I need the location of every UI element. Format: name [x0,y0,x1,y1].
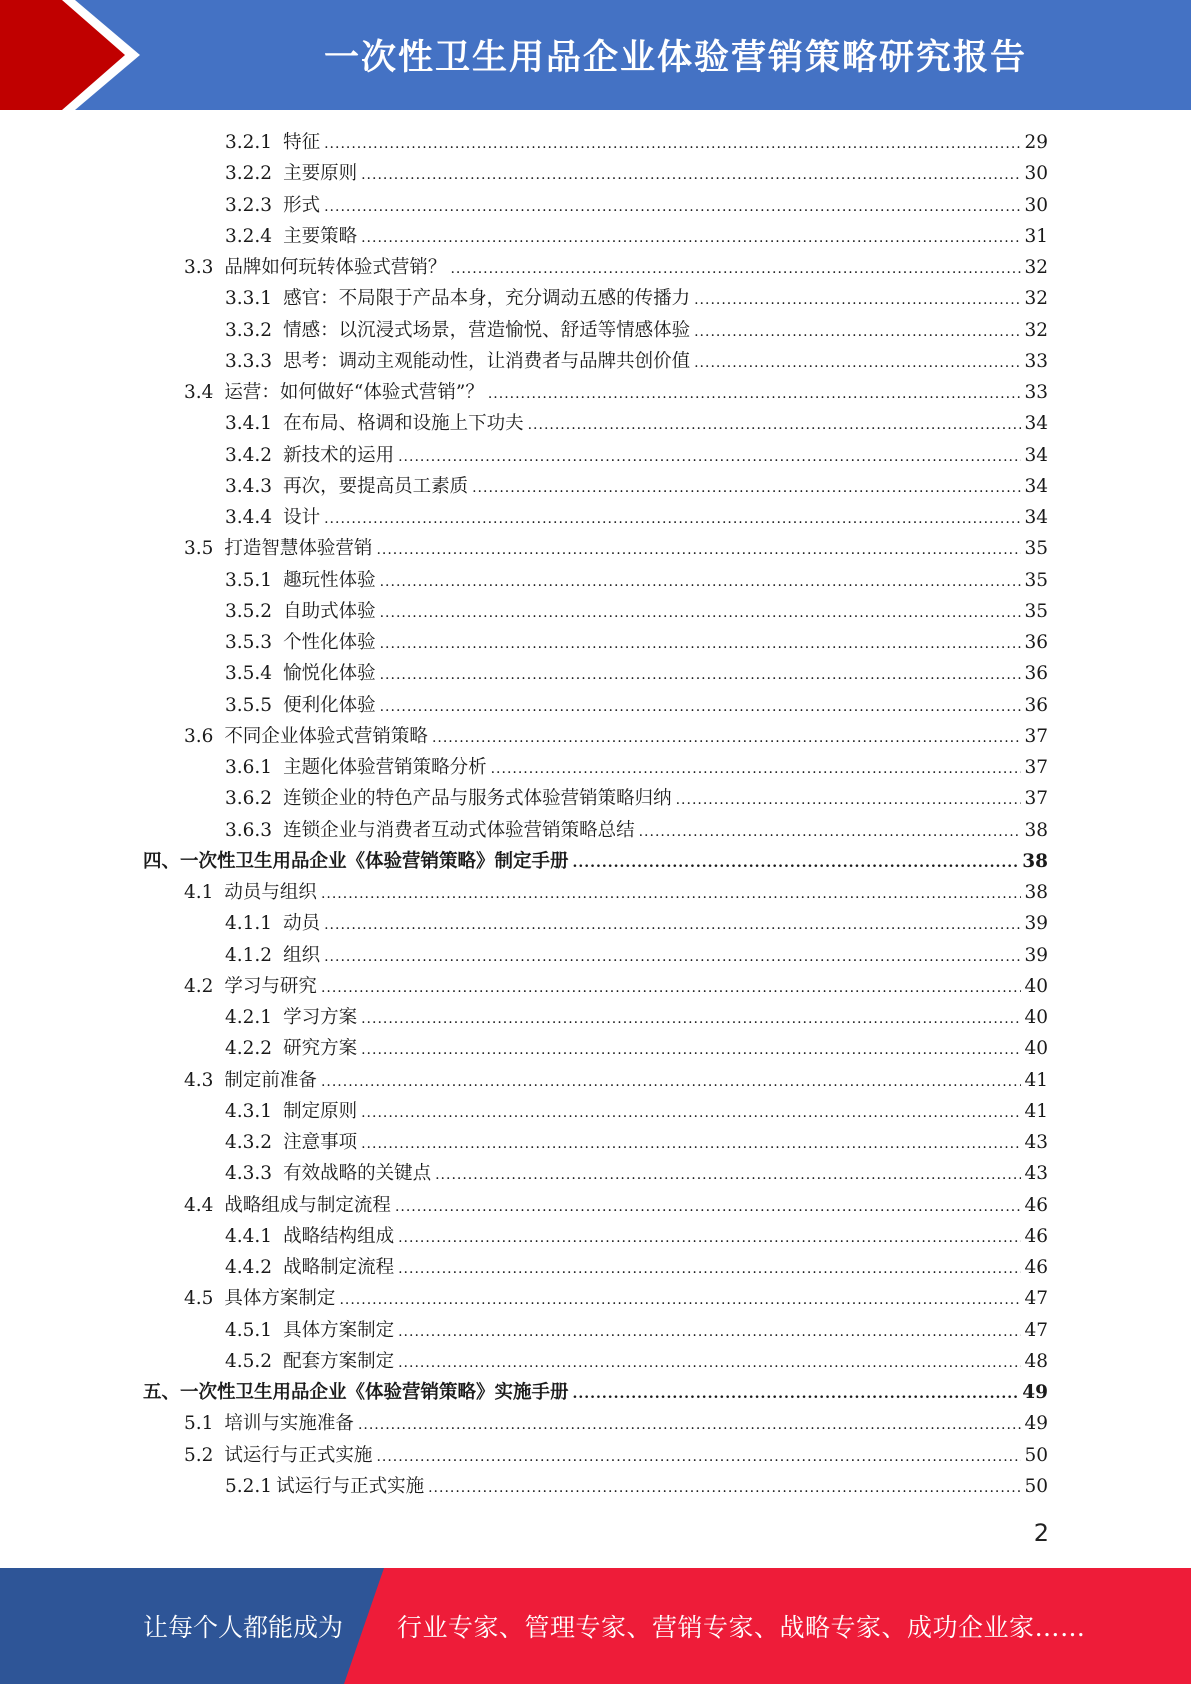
toc-entry-label: 组织 [283,944,321,966]
toc-entry-page: 38 [1024,882,1048,903]
toc-entry-page: 34 [1024,475,1048,497]
toc-entry-number: 3.3.3 [225,350,273,372]
toc-entry-number: 3.5.2 [225,600,273,622]
toc-entry-page: 46 [1024,1225,1048,1247]
toc-entry[interactable] [225,565,1048,596]
toc-entry[interactable] [184,1065,1048,1096]
toc-entry-page: 32 [1024,257,1048,278]
toc-dot-leader [380,629,1022,660]
toc-entry-number: 五、 [143,1382,181,1403]
toc-entry[interactable] [225,908,1048,939]
toc-entry-label: 趣玩性体验 [283,569,376,591]
toc-entry-label: 一次性卫生用品企业《体验营销策略》制定手册 [180,850,569,872]
toc-dot-leader [361,1004,1021,1035]
toc-entry-label: 培训与实施准备 [224,1413,354,1435]
toc-dot-leader [491,754,1022,785]
toc-entry[interactable] [225,815,1048,846]
toc-entry-label: 具体方案制定 [283,1319,395,1341]
toc-entry-number: 4.3.1 [225,1100,273,1122]
toc-entry-number: 3.6.2 [225,788,273,810]
toc-entry-number: 5.2.1 [225,1475,273,1497]
toc-entry-number: 3.6 [184,725,214,747]
toc-entry-number: 3.4.4 [225,507,273,528]
toc-entry-page: 29 [1024,132,1048,153]
toc-entry[interactable] [225,346,1048,377]
toc-entry[interactable] [225,783,1048,814]
toc-entry-page: 43 [1024,1132,1048,1153]
toc-entry-page: 34 [1024,444,1048,466]
toc-entry-number: 3.4.3 [225,475,273,497]
toc-entry-number: 3.4.1 [225,413,273,435]
toc-entry-page: 36 [1024,694,1048,716]
toc-entry-label: 主要策略 [283,225,358,247]
toc-entry-number: 3.5.5 [225,694,273,716]
toc-entry-number: 4.1.2 [225,944,273,966]
toc-dot-leader [376,535,1021,566]
toc-entry[interactable] [184,721,1048,752]
toc-dot-leader [321,879,1022,910]
toc-entry-number: 3.5.3 [225,632,273,653]
toc-entry[interactable] [225,1221,1048,1252]
toc-entry-number: 3.2.1 [225,132,273,153]
toc-dot-leader [472,473,1021,504]
toc-entry[interactable] [225,1158,1048,1189]
toc-entry-page: 30 [1024,163,1048,185]
toc-entry[interactable] [225,283,1048,314]
toc-entry-label: 便利化体验 [283,694,376,716]
toc-entry-label: 在布局、格调和设施上下功夫 [283,413,524,435]
toc-entry[interactable] [225,752,1048,783]
toc-entry-label: 主题化体验营销策略分析 [283,757,487,778]
toc-entry-page: 50 [1024,1444,1048,1466]
toc-entry-page: 31 [1024,225,1048,247]
toc-dot-leader [339,1285,1021,1316]
toc-entry-label: 运营：如何做好“体验式营销”？ [224,382,484,403]
toc-entry-number: 4.5.2 [225,1350,273,1372]
toc-entry[interactable] [184,971,1048,1002]
toc-entry-number: 4.3 [184,1069,214,1091]
toc-entry-label: 不同企业体验式营销策略 [224,725,428,747]
toc-entry[interactable] [184,877,1048,908]
toc-entry-page: 37 [1024,725,1048,747]
toc-entry-page: 48 [1024,1350,1048,1372]
toc-dot-leader [324,129,1021,160]
toc-dot-leader [380,598,1022,629]
toc-entry-number: 3.2.2 [225,163,273,185]
toc-entry[interactable] [225,440,1048,471]
toc-entry-page: 39 [1024,913,1048,935]
toc-entry-label: 战略组成与制定流程 [224,1194,391,1216]
toc-dot-leader [398,442,1021,473]
report-title: 一次性卫生用品企业体验营销策略研究报告 [323,38,1027,78]
toc-entry-number: 4.2.2 [225,1038,273,1060]
toc-dot-leader [573,1379,1020,1410]
toc-entry-label: 品牌如何玩转体验式营销？ [224,257,447,278]
toc-dot-leader [395,1192,1022,1223]
toc-entry-number: 3.6.3 [225,819,273,841]
toc-entry-number: 3.6.1 [225,757,273,778]
toc-entry-label: 动员 [283,913,321,935]
toc-entry-label: 主要原则 [283,163,358,185]
toc-dot-leader [324,192,1021,223]
toc-entry[interactable] [184,252,1048,283]
toc-entry[interactable] [225,690,1048,721]
toc-entry[interactable] [143,1377,1048,1408]
toc-entry-label: 个性化体验 [283,632,376,653]
toc-entry-page: 33 [1024,350,1048,372]
toc-entry-number: 3.4.2 [225,444,273,466]
toc-entry[interactable] [225,1346,1048,1377]
toc-entry-label: 制定前准备 [224,1069,317,1091]
toc-entry[interactable] [225,1315,1048,1346]
toc-entry-number: 4.4.2 [225,1257,273,1278]
toc-entry-number: 4.3.2 [225,1132,273,1153]
toc-entry-label: 连锁企业的特色产品与服务式体验营销策略归纳 [283,788,672,810]
toc-entry-page: 49 [1024,1413,1048,1435]
toc-entry-label: 感官：不局限于产品本身，充分调动五感的传播力 [283,288,691,310]
page-header [0,0,1191,110]
toc-entry-label: 思考：调动主观能动性，让消费者与品牌共创价值 [283,350,691,372]
toc-entry-number: 4.1 [184,882,214,903]
toc-entry-page: 41 [1024,1069,1048,1091]
toc-dot-leader [361,1129,1021,1160]
toc-dot-leader [358,1410,1022,1441]
toc-dot-leader [324,910,1021,941]
toc-dot-leader [361,160,1021,191]
toc-entry-page: 34 [1024,507,1048,528]
toc-entry-page: 50 [1024,1475,1048,1497]
toc-dot-leader [361,1035,1021,1066]
toc-entry-page: 36 [1024,632,1048,653]
toc-dot-leader [694,317,1021,348]
toc-entry-label: 战略结构组成 [283,1225,395,1247]
toc-entry[interactable] [225,1096,1048,1127]
toc-entry-label: 设计 [283,507,321,528]
toc-entry-label: 制定原则 [283,1100,358,1122]
toc-entry-page: 40 [1024,1038,1048,1060]
toc-dot-leader [324,504,1021,535]
toc-entry-number: 四、 [143,850,181,872]
toc-dot-leader [432,723,1022,754]
toc-entry[interactable] [225,221,1048,252]
page-footer [0,1568,1191,1684]
toc-entry-number: 4.4 [184,1194,214,1216]
toc-entry-label: 配套方案制定 [283,1350,395,1372]
toc-entry-number: 3.2.3 [225,194,273,216]
toc-entry-page: 43 [1024,1163,1048,1185]
toc-entry-label: 愉悦化体验 [283,663,376,685]
toc-dot-leader [361,223,1021,254]
toc-dot-leader [398,1317,1021,1348]
toc-dot-leader [428,1473,1021,1504]
toc-dot-leader [380,692,1022,723]
toc-entry-number: 4.3.3 [225,1163,273,1185]
toc-dot-leader [321,1067,1022,1098]
toc-entry-label: 情感：以沉浸式场景，营造愉悦、舒适等情感体验 [283,319,691,341]
toc-entry[interactable] [225,408,1048,439]
toc-entry-label: 战略制定流程 [283,1257,395,1278]
toc-entry-label: 新技术的运用 [283,444,395,466]
toc-entry[interactable] [184,1408,1048,1439]
toc-entry-label: 研究方案 [283,1038,358,1060]
toc-entry[interactable] [184,1190,1048,1221]
toc-entry-page: 38 [1022,850,1048,872]
toc-entry-label: 连锁企业与消费者互动式体验营销策略总结 [283,819,635,841]
footer-slogan-right: 行业专家、管理专家、营销专家、战略专家、成功企业家…… [397,1613,1086,1642]
toc-entry-number: 3.4 [184,382,214,403]
toc-entry-page: 47 [1024,1288,1048,1310]
toc-entry-number: 3.3.1 [225,288,273,310]
toc-entry[interactable] [184,1283,1048,1314]
chevron-arrow-icon [0,0,150,110]
toc-entry-number: 3.5.1 [225,569,273,591]
toc-dot-leader [380,660,1022,691]
toc-entry-page: 40 [1024,1007,1048,1028]
toc-entry-number: 3.5 [184,538,214,560]
toc-entry-number: 5.1 [184,1413,214,1435]
toc-entry-page: 46 [1024,1194,1048,1216]
toc-entry[interactable] [225,1471,1048,1502]
toc-entry[interactable] [225,158,1048,189]
toc-entry[interactable] [184,377,1048,408]
toc-entry-page: 37 [1024,788,1048,810]
footer-slogan-left: 让每个人都能成为 [143,1613,344,1642]
toc-entry[interactable] [225,596,1048,627]
toc-dot-leader [324,942,1021,973]
toc-entry-number: 3.2.4 [225,225,273,247]
toc-dot-leader [398,1223,1021,1254]
toc-entry-number: 3.5.4 [225,663,273,685]
toc-dot-leader [676,785,1022,816]
toc-dot-leader [380,567,1022,598]
toc-entry-page: 35 [1024,600,1048,622]
toc-dot-leader [398,1348,1021,1379]
toc-entry-page: 40 [1024,975,1048,997]
toc-entry-label: 有效战略的关键点 [283,1163,432,1185]
toc-entry-page: 37 [1024,757,1048,778]
toc-entry-number: 4.5.1 [225,1319,273,1341]
toc-dot-leader [694,285,1021,316]
toc-entry-number: 4.4.1 [225,1225,273,1247]
toc-entry[interactable] [143,846,1048,877]
toc-entry[interactable] [225,1252,1048,1283]
toc-dot-leader [321,973,1022,1004]
toc-entry-page: 38 [1024,819,1048,841]
toc-entry[interactable] [225,940,1048,971]
toc-entry[interactable] [225,190,1048,221]
toc-dot-leader [376,1442,1021,1473]
toc-entry-page: 33 [1024,382,1048,403]
toc-entry-label: 一次性卫生用品企业《体验营销策略》实施手册 [180,1382,569,1403]
toc-dot-leader [450,254,1021,285]
toc-dot-leader [435,1160,1021,1191]
toc-entry-label: 试运行与正式实施 [224,1444,373,1466]
toc-dot-leader [573,848,1020,879]
toc-entry-label: 特征 [283,132,321,153]
toc-entry[interactable] [225,315,1048,346]
toc-entry-number: 4.5 [184,1288,214,1310]
toc-entry-page: 34 [1024,413,1048,435]
toc-entry-page: 47 [1024,1319,1048,1341]
toc-entry-page: 35 [1024,538,1048,560]
toc-entry-label: 形式 [283,194,321,216]
toc-entry-number: 4.2 [184,975,214,997]
toc-entry[interactable] [225,1002,1048,1033]
toc-entry-label: 具体方案制定 [224,1288,336,1310]
toc-entry-label: 动员与组织 [224,882,317,903]
toc-entry-page: 41 [1024,1100,1048,1122]
toc-entry-page: 49 [1022,1382,1048,1403]
toc-entry[interactable] [225,127,1048,158]
toc-entry[interactable] [184,533,1048,564]
page-number: 2 [1033,1519,1049,1547]
toc-entry-label: 打造智慧体验营销 [224,538,373,560]
toc-entry[interactable] [225,471,1048,502]
toc-entry-label: 注意事项 [283,1132,358,1153]
toc-entry[interactable] [184,1440,1048,1471]
toc-entry-page: 36 [1024,663,1048,685]
toc-entry-label: 自助式体验 [283,600,376,622]
toc-entry-page: 35 [1024,569,1048,591]
toc-entry-label: 试运行与正式实施 [276,1475,425,1497]
toc-dot-leader [398,1254,1021,1285]
toc-dot-leader [488,379,1022,410]
toc-dot-leader [694,348,1021,379]
toc-entry[interactable] [225,1033,1048,1064]
toc-entry-label: 学习与研究 [224,975,317,997]
toc-entry-page: 32 [1024,288,1048,310]
toc-entry[interactable] [225,658,1048,689]
toc-entry-label: 学习方案 [283,1007,358,1028]
toc-dot-leader [528,410,1022,441]
toc-entry-page: 30 [1024,194,1048,216]
toc-entry-label: 再次，要提高员工素质 [283,475,469,497]
toc-entry-page: 46 [1024,1257,1048,1278]
toc-entry-page: 39 [1024,944,1048,966]
toc-entry-number: 4.2.1 [225,1007,273,1028]
toc-entry[interactable] [225,627,1048,658]
toc-entry[interactable] [225,502,1048,533]
toc-entry-number: 3.3.2 [225,319,273,341]
toc-dot-leader [361,1098,1021,1129]
toc-entry-page: 32 [1024,319,1048,341]
toc-entry-number: 3.3 [184,257,214,278]
toc-entry-number: 5.2 [184,1444,214,1466]
toc-entry-number: 4.1.1 [225,913,273,935]
toc-entry[interactable] [225,1127,1048,1158]
toc-dot-leader [639,817,1022,848]
